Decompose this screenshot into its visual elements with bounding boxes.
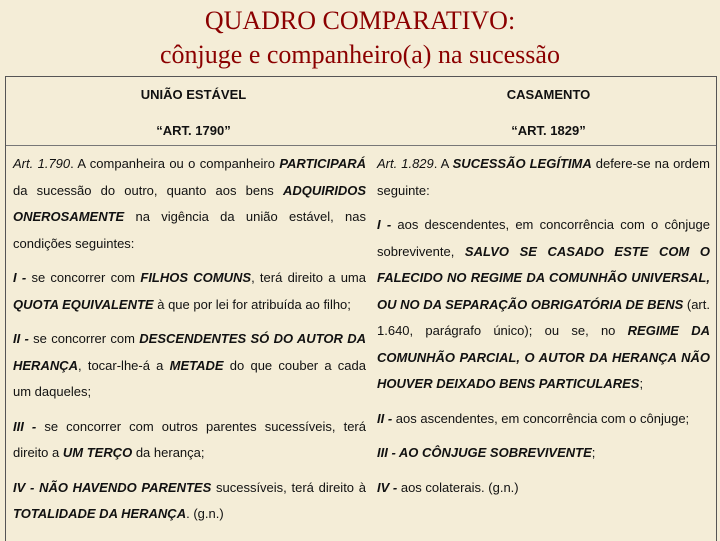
art-1790-inciso-iii: III - se concorrer com outros parentes sucessíveis, terá direito a UM TERÇO da herança;: [13, 418, 366, 460]
comparison-table: [5, 76, 717, 541]
art-1829-inciso-iv: IV - aos colaterais. (g.n.): [377, 479, 519, 495]
art-1790-inciso-i: I - se concorrer com FILHOS COMUNS, terá direito a uma QUOTA EQUIVALENTE à que por lei for atribuída ao filho;: [13, 270, 366, 312]
art-1790-caput: Art. 1.790. A companheira ou o companheiro PARTICIPARÁ da sucessão do outro, quanto aos bens ADQUIRIDOS ONEROSAMENTE na vigência da união estável, nas condições seguintes:: [13, 156, 366, 251]
left-column-subheader: “ART. 1790”: [156, 123, 231, 138]
art-1829-inciso-iii: III - AO CÔNJUGE SOBREVIVENTE;: [377, 445, 596, 460]
header-divider: [6, 145, 716, 146]
art-1829-inciso-i: I - aos descendentes, em concorrência com o cônjuge sobrevivente, SALVO SE CASADO ESTE COM O FALECIDO NO REGIME DA COMUNHÃO UNIVERSAL, OU NO DA SEPARAÇÃO OBRIGATÓRIA DE BENS (art. 1.640, parágrafo único); ou se, no REGIME DA COMUNHÃO PARCIAL, O AUTOR DA HERANÇA NÃO HOUVER DEIXADO BENS PARTICULARES;: [377, 217, 711, 391]
right-column-header: CASAMENTO: [506, 87, 591, 102]
right-column-subheader: “ART. 1829”: [511, 123, 586, 138]
right-column-body: [377, 151, 710, 509]
art-1829-caput: Art. 1.829. A SUCESSÃO LEGÍTIMA defere-se na ordem seguinte:: [377, 156, 710, 198]
slide-title: [0, 4, 720, 72]
art-1790-inciso-iv: IV - NÃO HAVENDO PARENTES sucessíveis, terá direito à TOTALIDADE DA HERANÇA. (g.n.): [13, 479, 366, 521]
title-line-1: QUADRO COMPARATIVO:: [204, 6, 516, 35]
left-column-body: [13, 151, 366, 536]
art-1790-inciso-ii: II - se concorrer com DESCENDENTES SÓ DO AUTOR DA HERANÇA, tocar-lhe-á a METADE do que couber a cada um daqueles;: [13, 331, 366, 399]
title-line-2: cônjuge e companheiro(a) na sucessão: [160, 40, 560, 69]
art-1829-inciso-ii: II - aos ascendentes, em concorrência com o cônjuge;: [377, 410, 690, 426]
left-column-header: UNIÃO ESTÁVEL: [140, 87, 247, 102]
